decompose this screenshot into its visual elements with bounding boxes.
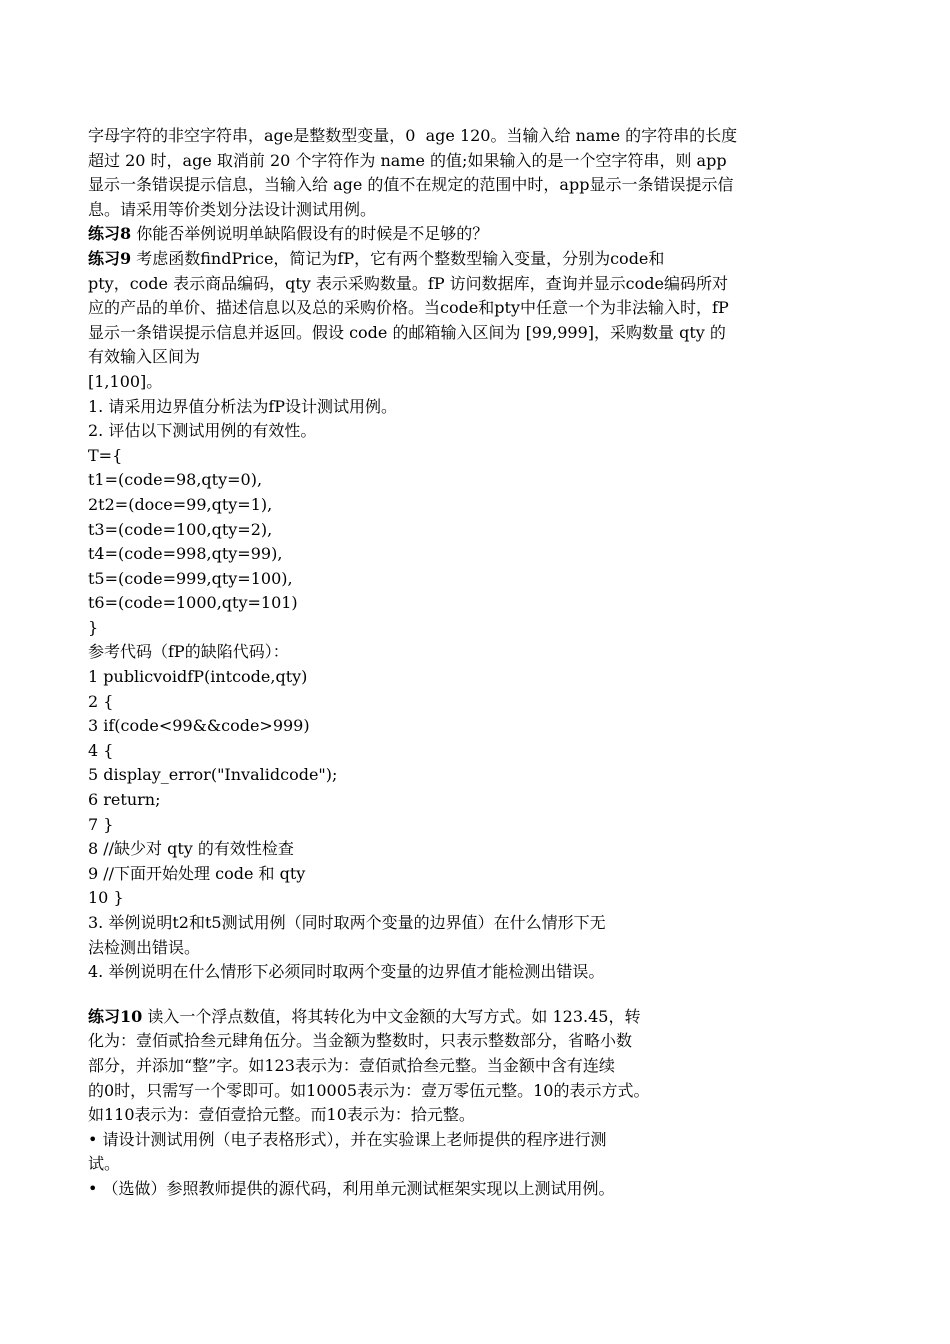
exercise-9-question-4: 4. 举例说明在什么情形下必须同时取两个变量的边界值才能检测出错误。 bbox=[88, 962, 605, 982]
exercise-9-question-3-cont: 法检测出错误。 bbox=[88, 937, 201, 957]
test-case: t5=(code=999,qty=100), bbox=[88, 568, 293, 588]
paragraph-line: 超过 20 时，age 取消前 20 个字符作为 name 的值;如果输入的是一个空字符串，则 app bbox=[88, 150, 727, 170]
code-line: 1 publicvoidfP(intcode,qty) bbox=[88, 667, 308, 687]
exercise-9-question-2: 2. 评估以下测试用例的有效性。 bbox=[88, 421, 317, 441]
test-case: t3=(code=100,qty=2), bbox=[88, 519, 273, 539]
test-set-close: } bbox=[88, 617, 99, 637]
code-heading: 参考代码（fP的缺陷代码）： bbox=[88, 642, 289, 662]
exercise-9-line: pty，code 表示商品编码，qty 表示采购数量。fP 访问数据库，查询并显示code编码所对 bbox=[88, 273, 728, 293]
exercise-10-line: 化为：壹佰贰拾叁元肆角伍分。当金额为整数时，只表示整数部分，省略小数 bbox=[88, 1031, 633, 1051]
code-line: 3 if(code<99&&code>999) bbox=[88, 716, 310, 736]
exercise-10-label: 练习10 bbox=[88, 1006, 143, 1026]
code-line: 9 //下面开始处理 code 和 qty bbox=[88, 863, 306, 883]
exercise-10-line: 如110表示为：壹佰壹拾元整。而10表示为：拾元整。 bbox=[88, 1105, 475, 1125]
exercise-9-heading bbox=[88, 247, 868, 272]
document-page bbox=[88, 124, 868, 1202]
exercise-10-line: 的0时，只需写一个零即可。如10005表示为：壹万零伍元整。10的表示方式。 bbox=[88, 1080, 650, 1100]
test-case: t4=(code=998,qty=99), bbox=[88, 544, 283, 564]
exercise-8-text: 你能否举例说明单缺陷假设有的时候是不足够的？ bbox=[131, 224, 489, 244]
exercise-8-label: 练习8 bbox=[88, 224, 132, 244]
code-line: 10 } bbox=[88, 888, 124, 908]
exercise-9-line: 应的产品的单价、描述信息以及总的采购价格。当code和pty中任意一个为非法输入时，fP bbox=[88, 298, 729, 318]
exercise-9-question-1: 1. 请采用边界值分析法为fP设计测试用例。 bbox=[88, 396, 398, 416]
code-line: 2 { bbox=[88, 691, 114, 711]
exercise-9-line: 有效输入区间为 bbox=[88, 347, 201, 367]
exercise-10-line: 部分，并添加“整”字。如123表示为：壹佰贰拾叁元整。当金额中含有连续 bbox=[88, 1055, 615, 1075]
bullet-item: • 请设计测试用例（电子表格形式），并在实验课上老师提供的程序进行测 bbox=[88, 1129, 607, 1149]
section-spacer bbox=[88, 985, 868, 1005]
bullet-item: • （选做）参照教师提供的源代码，利用单元测试框架实现以上测试用例。 bbox=[88, 1178, 615, 1198]
exercise-9-question-3: 3. 举例说明t2和t5测试用例（同时取两个变量的边界值）在什么情形下无 bbox=[88, 913, 606, 932]
code-line: 4 { bbox=[88, 740, 114, 760]
exercise-9-label: 练习9 bbox=[88, 248, 132, 268]
exercise-9-line: 显示一条错误提示信息并返回。假设 code 的邮箱输入区间为 [99,999]，采购数量 qty 的 bbox=[88, 322, 726, 342]
paragraph-line: 显示一条错误提示信息，当输入给 age 的值不在规定的范围中时，app显示一条错误提示信 bbox=[88, 175, 734, 195]
bullet-item-cont: 试。 bbox=[88, 1154, 121, 1174]
test-set-open: T={ bbox=[88, 445, 123, 465]
code-line: 5 display_error("Invalidcode"); bbox=[88, 765, 338, 785]
code-line: 6 return; bbox=[88, 790, 161, 810]
exercise-10-text: 读入一个浮点数值，将其转化为中文金额的大写方式。如 123.45，转 bbox=[142, 1006, 641, 1026]
test-case: 2t2=(doce=99,qty=1), bbox=[88, 494, 273, 514]
exercise-9-text: 考虑函数findPrice，简记为fP，它有两个整数型输入变量，分别为code和 bbox=[131, 248, 665, 268]
code-line: 8 //缺少对 qty 的有效性检查 bbox=[88, 839, 294, 859]
paragraph-line: 息。请采用等价类划分法设计测试用例。 bbox=[88, 199, 377, 219]
exercise-9-line: [1,100]。 bbox=[88, 371, 163, 391]
code-line: 7 } bbox=[88, 814, 114, 834]
test-case: t1=(code=98,qty=0), bbox=[88, 470, 263, 490]
exercise-10-heading bbox=[88, 1005, 868, 1030]
exercise-8 bbox=[88, 222, 868, 247]
test-case: t6=(code=1000,qty=101) bbox=[88, 593, 298, 613]
paragraph-line: 字母字符的非空字符串，age是整数型变量，0 age 120。当输入给 name 的字符串的长度 bbox=[88, 126, 738, 145]
